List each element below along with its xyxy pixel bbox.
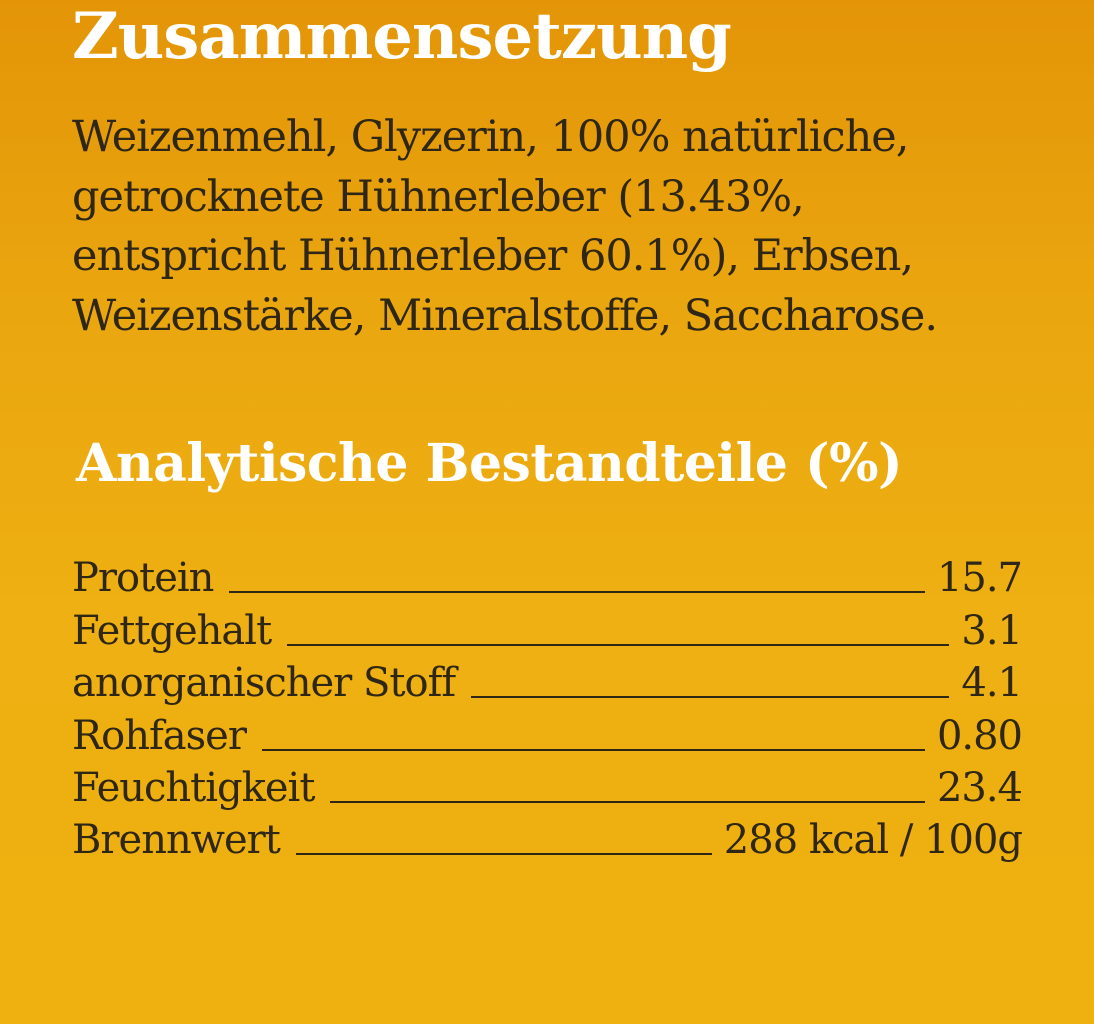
ingredients-text: Weizenmehl, Glyzerin, 100% natürliche, getrocknete Hühnerleber (13.43%, entspricht Hühnerleber 60.1%), Erbsen, Weizenstärke, Mineralstoffe, Saccharose. xyxy=(72,112,937,341)
analysis-value: 23.4 xyxy=(936,764,1022,811)
analysis-heading: Analytische Bestandteile (%) xyxy=(76,433,903,494)
analysis-row-brennwert xyxy=(72,814,1022,866)
analysis-label: anorganischer Stoff xyxy=(72,660,456,707)
leader-line xyxy=(330,801,925,803)
analysis-row-fettgehalt xyxy=(72,604,1022,656)
analysis-table xyxy=(72,552,1022,866)
analysis-value: 15.7 xyxy=(936,555,1022,602)
leader-line xyxy=(262,749,925,751)
leader-line xyxy=(229,591,925,593)
leader-line xyxy=(296,853,712,855)
composition-heading: Zusammensetzung xyxy=(72,0,731,74)
analysis-label: Brennwert xyxy=(72,817,280,864)
leader-line xyxy=(287,644,949,646)
analysis-row-rohfaser xyxy=(72,709,1022,761)
analysis-value: 0.80 xyxy=(936,712,1022,759)
analysis-label: Protein xyxy=(72,555,214,602)
analysis-value: 4.1 xyxy=(961,660,1022,707)
analysis-label: Fettgehalt xyxy=(72,607,272,654)
analysis-value: 288 kcal / 100g xyxy=(723,817,1022,864)
analysis-row-anorganischer-stoff xyxy=(72,657,1022,709)
analysis-row-protein xyxy=(72,552,1022,604)
leader-line xyxy=(471,696,949,698)
analysis-row-feuchtigkeit xyxy=(72,762,1022,814)
analysis-value: 3.1 xyxy=(961,607,1022,654)
analysis-label: Rohfaser xyxy=(72,712,246,759)
analysis-label: Feuchtigkeit xyxy=(72,764,315,811)
